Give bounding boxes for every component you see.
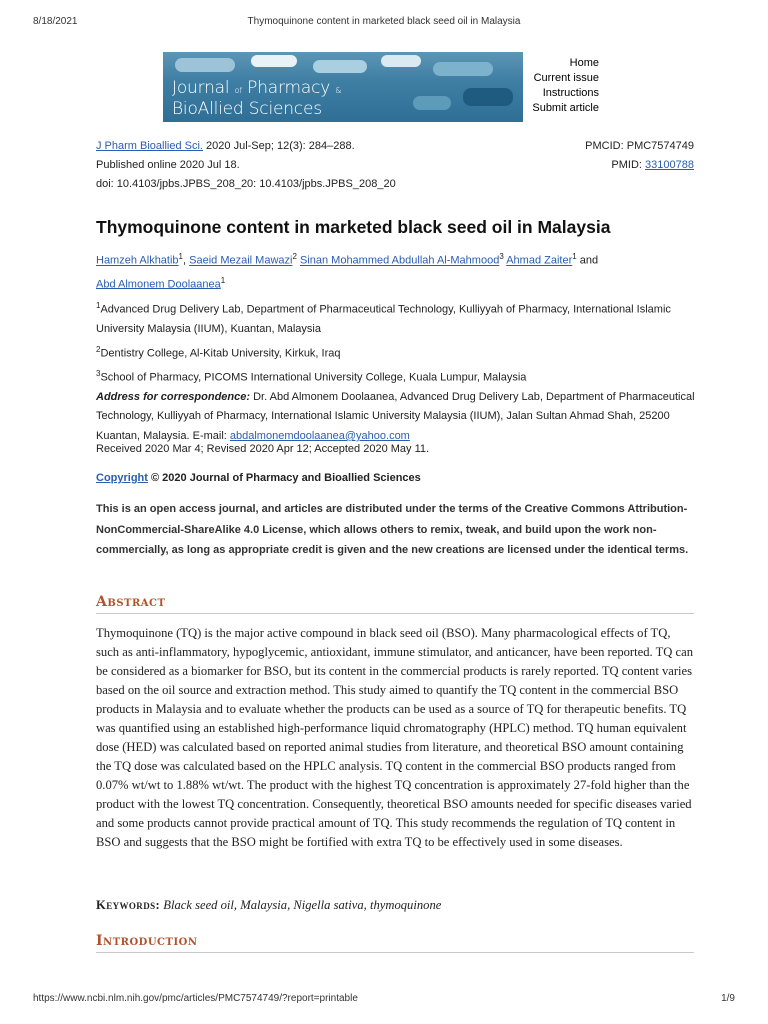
capsule-graphic (381, 55, 421, 67)
capsule-graphic (413, 96, 451, 110)
pmid-label: PMID: (611, 159, 646, 171)
correspondence: Address for correspondence: Dr. Abd Almonem Doolaanea, Advanced Drug Delivery Lab, Department of Pharmaceutical Technology, Kulliyyah of Pharmacy, International Islamic University Malaysia (IIUM), Jalan Sultan Ahmad Shah, 25200 Kuantan, Malaysia. E-mail: abdalmonemdoolaanea@yahoo.com (96, 390, 695, 442)
received-dates: Received 2020 Mar 4; Revised 2020 Apr 12; Accepted 2020 May 11. (96, 443, 430, 455)
journal-wordmark: Journal of Pharmacy & BioAllied Sciences (172, 78, 342, 119)
affiliation-item: $^2$Dentistry College, Al-Kitab University, Kirkuk, Iraq (96, 344, 341, 360)
author-link[interactable]: Sinan Mohammed Abdullah Al-Mahmood (299, 254, 500, 267)
affiliation-item: $^3$School of Pharmacy, PICOMS International University College, Kuala Lumpur, Malaysia (96, 368, 527, 384)
abstract-heading: Abstract (96, 594, 694, 614)
capsule-graphic (313, 60, 367, 73)
print-footer (33, 993, 735, 1007)
print-url: https://www.ncbi.nlm.nih.gov/pmc/articles/PMC7574749/?report=printable (33, 993, 358, 1004)
license-text: This is an open access journal, and articles are distributed under the terms of the Creative Commons Attribution-NonCommercial-ShareAlike 4.0 License, which allows others to remix, tweak, and build upon the work non-commercially, as long as appropriate credit is given and the new creations are licensed under the identical terms. (96, 503, 689, 556)
capsule-graphic (433, 62, 493, 76)
author-link[interactable]: Abd Almonem Doolaanea (96, 278, 221, 291)
journal-link[interactable]: J Pharm Bioallied Sci. (96, 140, 203, 152)
introduction-heading: Introduction (96, 933, 694, 953)
keywords: Keywords: Black seed oil, Malaysia, Nigella sativa, thymoquinone (96, 898, 442, 912)
pmcid: PMCID: PMC7574749 (585, 140, 694, 152)
nav-current-issue-link[interactable]: Current issue (533, 72, 599, 84)
affiliation-item: $^1$Advanced Drug Delivery Lab, Department of Pharmaceutical Technology, Kulliyyah of Pharmacy, International Islamic University Malaysia (IIUM), Kuantan, Malaysia (96, 301, 671, 336)
doi: doi: 10.4103/jpbs.JPBS_208_20: 10.4103/jpbs.JPBS_208_20 (96, 178, 396, 190)
article-title: Thymoquinone content in marketed black seed oil in Malaysia (96, 217, 611, 237)
capsule-graphic (251, 55, 297, 67)
copyright: Copyright © 2020 Journal of Pharmacy and Bioallied Sciences (96, 472, 421, 484)
nav-instructions-link[interactable]: Instructions (542, 87, 599, 99)
print-date: 8/18/2021 (33, 16, 78, 27)
banner-nav (523, 56, 599, 116)
affiliations (96, 296, 696, 446)
author-link[interactable]: Ahmad Zaiter (506, 254, 573, 267)
nav-submit-article-link[interactable]: Submit article (532, 102, 599, 114)
journal-banner (163, 52, 599, 122)
author-list: Hamzeh Alkhatib$^1$, Saeid Mezail Mawazi$^2$ Sinan Mohammed Abdullah Al-Mahmood$^3$ Ahmad Zaiter$^1$ and Abd Almonem Doolaanea$^1$ (96, 252, 599, 291)
capsule-graphic (175, 58, 235, 72)
author-link[interactable]: Saeid Mezail Mawazi (189, 254, 293, 267)
abstract-body: Thymoquinone (TQ) is the major active compound in black seed oil (BSO). Many pharmacological effects of TQ, such as anti-inflammatory, hypoglycemic, antioxidant, immune stimulator, and anticancer, have been reported. TQ can be considered as a biomarker for BSO, but its content in the commercial products is rarely reported. TQ content varies based on the oil source and extraction method. This study aimed to quantify the TQ content in the commercial BSO products in Malaysia and to evaluate whether the products can be used as a source of TQ for therapeutic benefits. TQ was quantified using an established high-performance liquid chromatography (HPLC) method. TQ human equivalent dose (HED) was calculated based on reported animal studies from literature, and theoretical BSO amount containing the TQ dose was calculated based on the HPLC analysis. TQ content in the commercial BSO products ranged from 0.07% wt/wt to 1.88% wt/wt. The product with the highest TQ concentration is approximately 27-fold higher than the product with the lowest TQ concentration. Consequently, theoretical BSO amounts needed for specific diseases varied and some products cannot provide practical amount of TQ. This study recommends the regulation of TQ content in BSO and suggests that the BSO might be fortified with extra TQ to be effectively used in some diseases. (96, 626, 693, 849)
published-date: Published online 2020 Jul 18. (96, 159, 240, 171)
email-link[interactable]: abdalmonemdoolaanea@yahoo.com (229, 429, 410, 442)
page-number: 1/9 (721, 993, 735, 1004)
pmid-link[interactable]: 33100788 (645, 159, 694, 171)
nav-home-link[interactable]: Home (569, 57, 599, 69)
capsule-graphic (463, 88, 513, 106)
journal-logo[interactable] (163, 52, 523, 122)
issue-info: 2020 Jul-Sep; 12(3): 284–288. (203, 140, 355, 152)
author-link[interactable]: Hamzeh Alkhatib (96, 254, 179, 267)
print-header (33, 16, 735, 30)
copyright-link[interactable]: Copyright (96, 472, 148, 484)
print-page-title: Thymoquinone content in marketed black seed oil in Malaysia (247, 16, 521, 27)
